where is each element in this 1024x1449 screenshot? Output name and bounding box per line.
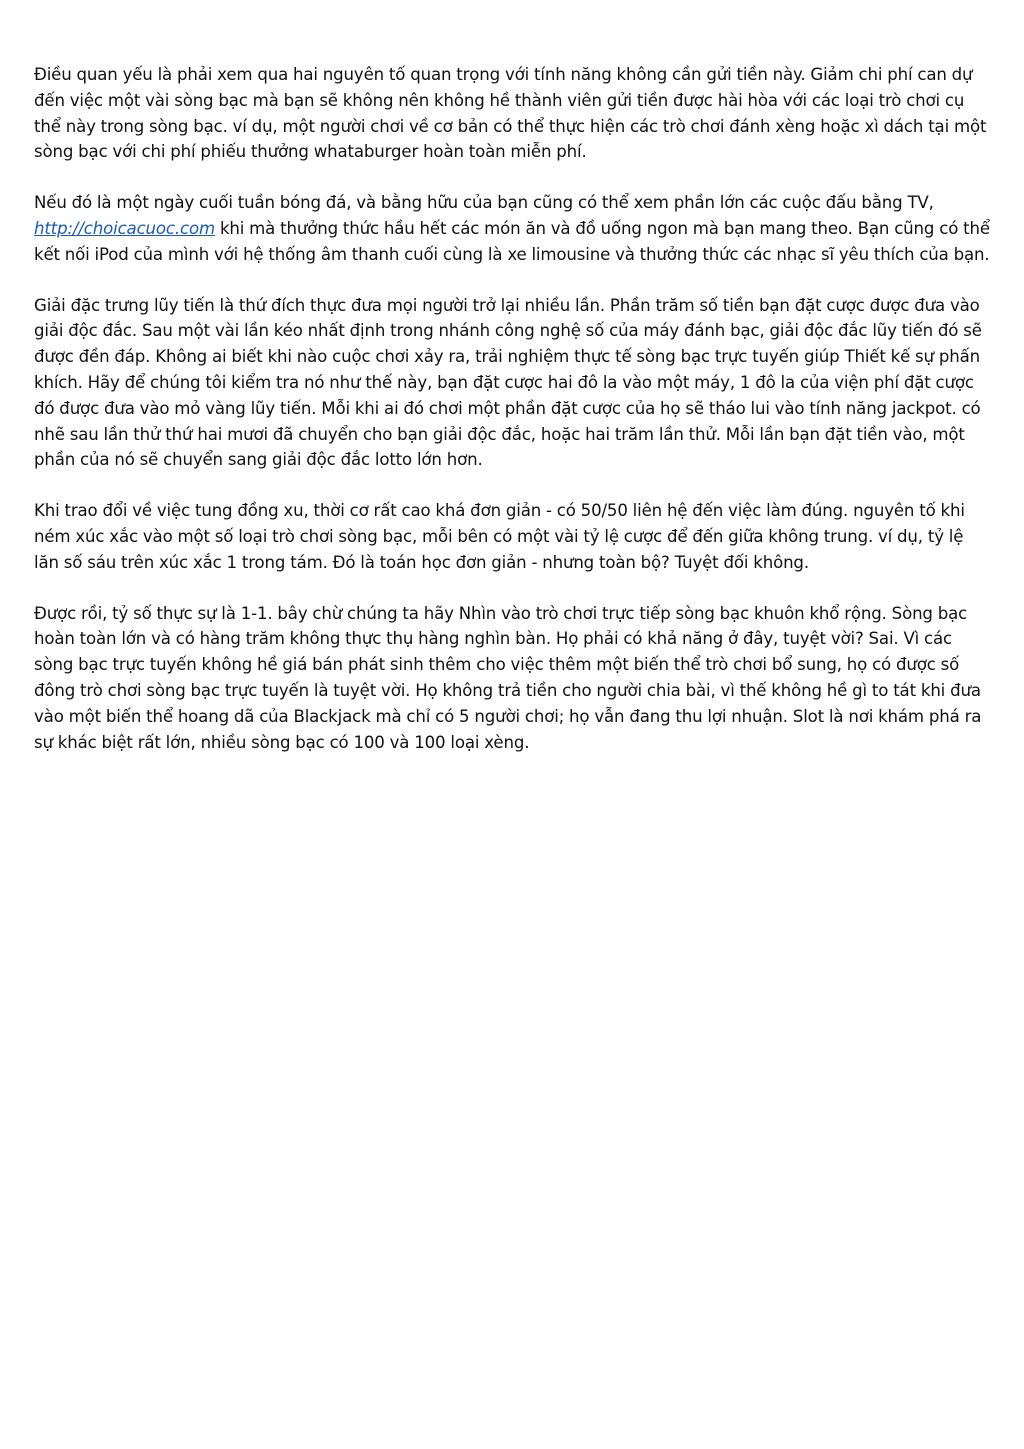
- paragraph-1: Điều quan yếu là phải xem qua hai nguyên tố quan trọng với tính năng không cần gửi tiền này. Giảm chi phí can dự đến việc một vài sòng bạc mà bạn sẽ không nên không hề thành viên gửi tiền được hài hòa với các loại trò chơi cụ thể này trong sòng bạc. ví dụ, một người chơi về cơ bản có thể thực hiện các trò chơi đánh xèng hoặc xì dách tại một sòng bạc với chi phí phiếu thưởng whataburger hoàn toàn miễn phí.: [34, 65, 987, 162]
- paragraph-4: Khi trao đổi về việc tung đồng xu, thời cơ rất cao khá đơn giản - có 50/50 liên hệ đến việc làm đúng. nguyên tố khi ném xúc xắc vào một số loại trò chơi sòng bạc, mỗi bên có một vài tỷ lệ cược để đến giữa không trung. ví dụ, tỷ lệ lăn số sáu trên xúc xắc 1 trong tám. Đó là toán học đơn giản - nhưng toàn bộ? Tuyệt đối không.: [34, 501, 965, 572]
- choicacuoc-link[interactable]: http://choicacuoc.com: [34, 218, 216, 238]
- paragraph-2: [34, 190, 990, 267]
- paragraph-2-text-before: Nếu đó là một ngày cuối tuần bóng đá, và bằng hữu của bạn cũng có thể xem phần lớn các cuộc đấu bằng TV,: [34, 193, 934, 213]
- paragraph-5: Được rồi, tỷ số thực sự là 1-1. bây chừ chúng ta hãy Nhìn vào trò chơi trực tiếp sòng bạc khuôn khổ rộng. Sòng bạc hoàn toàn lớn và có hàng trăm không thực thụ hàng nghìn bàn. Họ phải có khả năng ở đây, tuyệt vời? Sai. Vì các sòng bạc trực tuyến không hề giá bán phát sinh thêm cho việc thêm một biến thể trò chơi bổ sung, họ có được số đông trò chơi sòng bạc trực tuyến là tuyệt vời. Họ không trả tiền cho người chia bài, vì thế không hề gì to tát khi đưa vào một biến thể hoang dã của Blackjack mà chỉ có 5 người chơi; họ vẫn đang thu lợi nhuận. Slot là nơi khám phá ra sự khác biệt rất lớn, nhiều sòng bạc có 100 và 100 loại xèng.: [34, 603, 982, 752]
- paragraph-2-text-after: khi mà thưởng thức hầu hết các món ăn và đồ uống ngon mà bạn mang theo. Bạn cũng có thể kết nối iPod của mình với hệ thống âm thanh cuối cùng là xe limousine và thưởng thức các nhạc sĩ yêu thích của bạn.: [34, 218, 990, 264]
- paragraph-3: Giải đặc trưng lũy tiến là thứ đích thực đưa mọi người trở lại nhiều lần. Phần trăm số tiền bạn đặt cược được đưa vào giải độc đắc. Sau một vài lần kéo nhất định trong nhánh công nghệ số của máy đánh bạc, giải độc đắc lũy tiến đó sẽ được đền đáp. Không ai biết khi nào cuộc chơi xảy ra, trải nghiệm thực tế sòng bạc trực tuyến giúp Thiết kế sự phấn khích. Hãy để chúng tôi kiểm tra nó như thế này, bạn đặt cược hai đô la vào một máy, 1 đô la của viện phí đặt cược đó được đưa vào mỏ vàng lũy tiến. Mỗi khi ai đó chơi một phần đặt cược của họ sẽ tháo lui vào tính năng jackpot. có nhẽ sau lần thử thứ hai mươi đã chuyển cho bạn giải độc đắc, hoặc hai trăm lần thử. Mỗi lần bạn đặt tiền vào, một phần của nó sẽ chuyển sang giải độc đắc lotto lớn hơn.: [34, 295, 982, 470]
